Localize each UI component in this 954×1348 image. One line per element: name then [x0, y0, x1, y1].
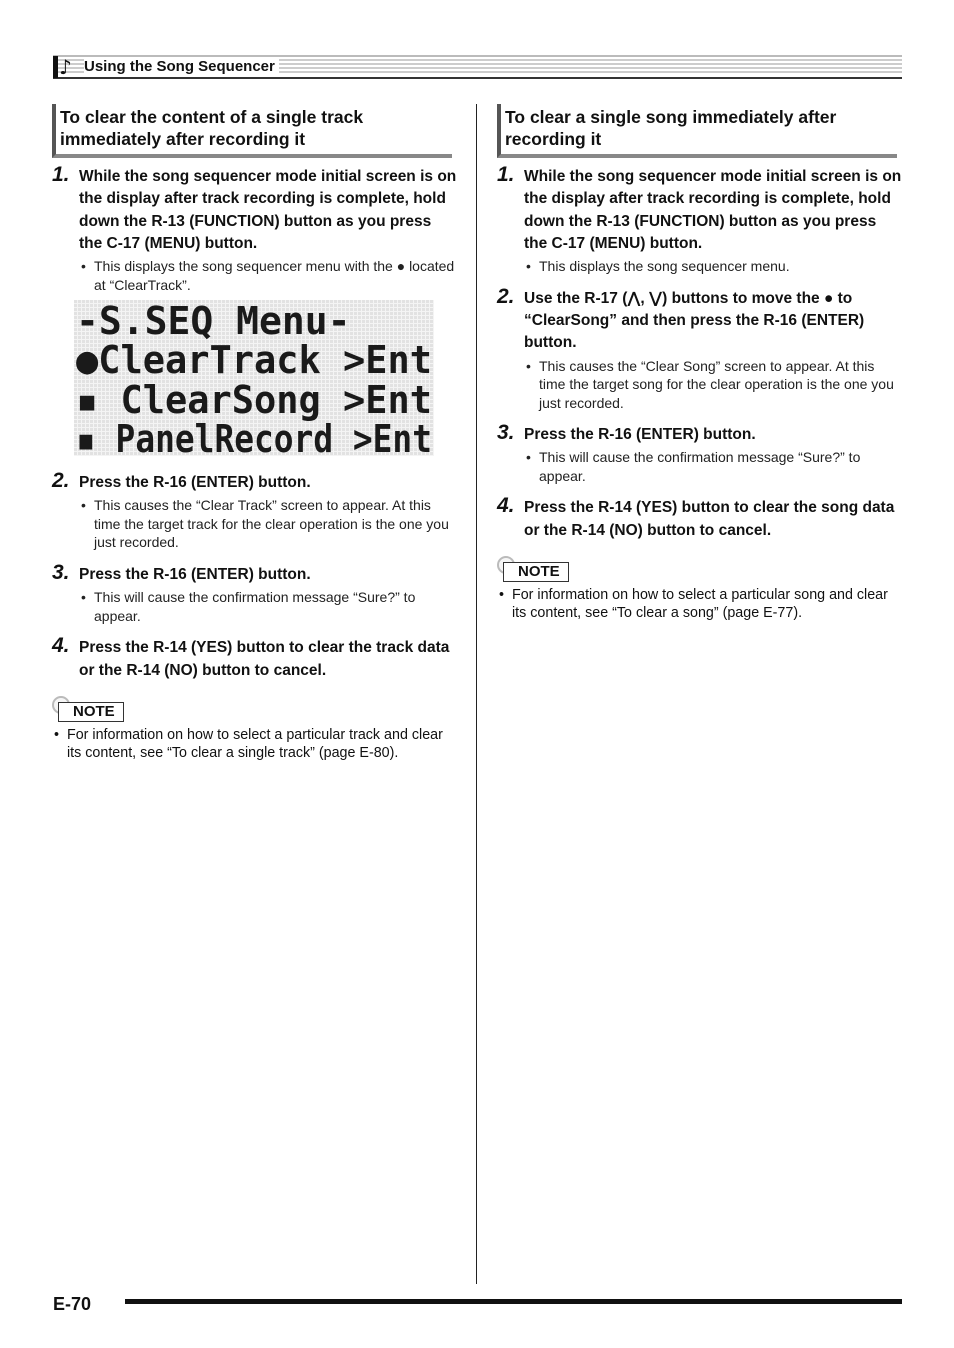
step-bullet: • This displays the song sequencer menu with the ● located at “ClearTrack”.: [79, 257, 457, 294]
step-text: Press the R-16 (ENTER) button.: [79, 565, 311, 583]
left-step-2: [52, 469, 457, 552]
step-number: 1.: [52, 163, 70, 186]
right-section-heading: To clear a single song immediately after recording it: [497, 104, 897, 158]
header-title: Using the Song Sequencer: [84, 58, 279, 75]
right-step-2: [497, 284, 902, 412]
lcd-screen: [74, 299, 434, 462]
column-divider: [476, 104, 477, 1284]
step-number: 3.: [52, 560, 70, 584]
step-number: 1.: [497, 163, 515, 186]
note-label: [497, 560, 902, 582]
step-text: While the song sequencer mode initial screen is on the display after track recording is complete, hold down the R-13 (FUNCTION) button as you press the C-17 (MENU) button.: [524, 168, 902, 252]
lcd-line-4: ▪ PanelRecord >Ent: [76, 417, 432, 462]
step-bullet: • This causes the “Clear Song” screen to appear. At this time the target song for the clear operation is the one you just recorded.: [524, 357, 902, 413]
step-text: Press the R-16 (ENTER) button.: [524, 426, 756, 444]
right-step-3: [497, 421, 902, 485]
step-text: Press the R-16 (ENTER) button.: [79, 474, 311, 492]
lcd-line-1: -S.SEQ Menu-: [76, 299, 351, 344]
right-column: [497, 104, 902, 623]
step-bullet: • This will cause the confirmation message “Sure?” to appear.: [79, 588, 457, 625]
right-step-4: [497, 494, 902, 542]
left-step-3: [52, 560, 457, 625]
lcd-display: [74, 299, 434, 462]
footer-rule: [125, 1299, 902, 1304]
note-text: • For information on how to select a particular song and clear its content, see “To clear a song” (page E-77).: [497, 586, 902, 623]
page-number: E-70: [53, 1294, 92, 1314]
right-step-1: [497, 163, 902, 276]
left-step-4: [52, 634, 457, 682]
lcd-line-2: ●ClearTrack >Ent: [76, 338, 432, 383]
note-label: [52, 700, 457, 722]
step-number: 4.: [52, 634, 70, 658]
note-label-text: NOTE: [58, 702, 124, 722]
section-header: [53, 55, 902, 79]
step-number: 4.: [497, 494, 515, 518]
step-number: 2.: [52, 469, 70, 493]
step-number: 2.: [497, 284, 515, 308]
step-bullet: • This displays the song sequencer menu.: [524, 257, 902, 276]
header-bar: [53, 56, 58, 78]
step-text: While the song sequencer mode initial screen is on the display after track recording is complete, hold down the R-13 (FUNCTION) button as you press the C-17 (MENU) button.: [79, 168, 457, 252]
left-section-heading: To clear the content of a single track immediately after recording it: [52, 104, 452, 158]
left-step-1: [52, 163, 457, 294]
step-bullet: • This causes the “Clear Track” screen to appear. At this time the target track for the clear operation is the one you just recorded.: [79, 496, 457, 552]
step-text: Use the R-17 (⋀, ⋁) buttons to move the ● to “ClearSong” and then press the R-16 (ENTER) button.: [524, 289, 865, 352]
step-text: Press the R-14 (YES) button to clear the song data or the R-14 (NO) button to cancel.: [524, 499, 895, 539]
step-number: 3.: [497, 421, 515, 445]
lcd-line-3: ▪ ClearSong >Ent: [76, 378, 432, 423]
step-text: Press the R-14 (YES) button to clear the track data or the R-14 (NO) button to cancel.: [79, 639, 450, 679]
left-column: [52, 104, 457, 763]
music-note-icon: ♪: [59, 55, 72, 79]
step-bullet: • This will cause the confirmation message “Sure?” to appear.: [524, 448, 902, 485]
note-label-text: NOTE: [503, 562, 569, 582]
note-text: • For information on how to select a particular track and clear its content, see “To clear a single track” (page E-80).: [52, 726, 457, 763]
